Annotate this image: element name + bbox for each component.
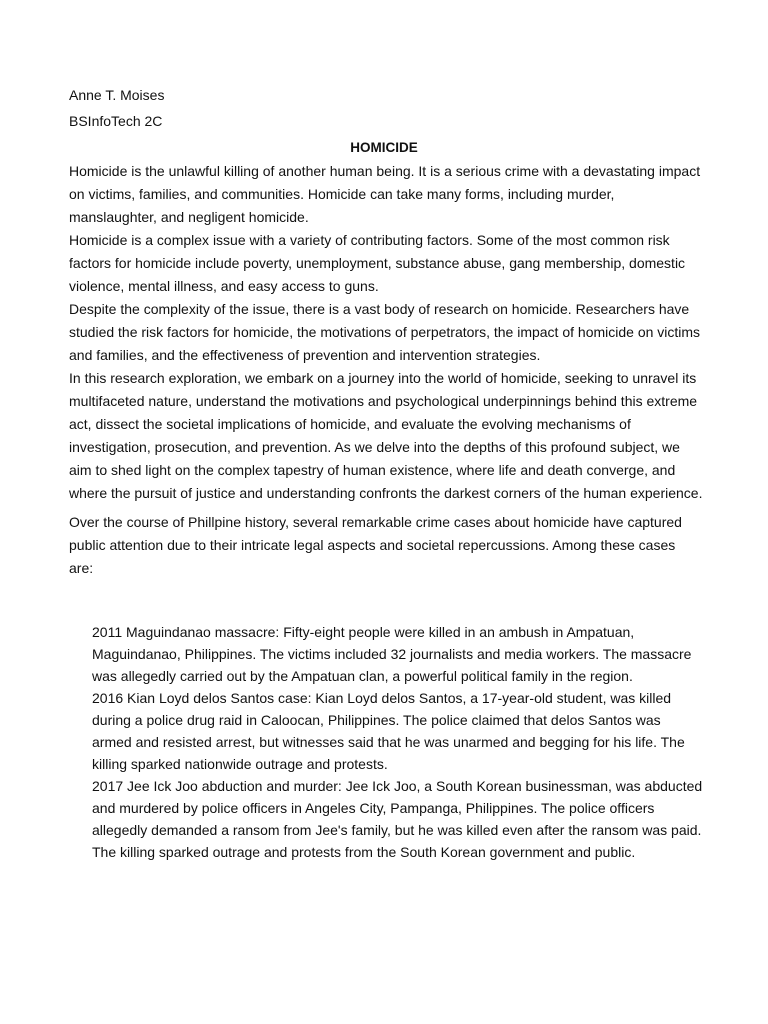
case-item: 2011 Maguindanao massacre: Fifty-eight people were killed in an ambush in Ampatuan, Maguindanao, Philippines. The victims included 32 journalists and media workers. The massacre was allegedly carried out by the Ampatuan clan, a powerful political family in the region. xyxy=(92,624,692,684)
paragraph: Homicide is a complex issue with a variety of contributing factors. Some of the most common risk factors for homicide include poverty, unemployment, substance abuse, gang membership, domestic violence, mental illness, and easy access to guns. xyxy=(69,232,686,294)
cases-intro-paragraph: Over the course of Phillpine history, several remarkable crime cases about homicide have captured public attention due to their intricate legal aspects and societal repercussions. Among these cases are: xyxy=(69,514,682,576)
case-item: 2016 Kian Loyd delos Santos case: Kian Loyd delos Santos, a 17-year-old student, was killed during a police drug raid in Caloocan, Philippines. The police claimed that delos Santos was armed and resisted arrest, but witnesses said that he was unarmed and begging for his life. The killing sparked nationwide outrage and protests. xyxy=(92,690,685,772)
case-list xyxy=(92,621,704,863)
paragraph: Homicide is the unlawful killing of another human being. It is a serious crime with a devastating impact on victims, families, and communities. Homicide can take many forms, including murder, manslaughter, and negligent homicide. xyxy=(69,163,701,225)
body-text xyxy=(69,160,703,580)
document-title: HOMICIDE xyxy=(350,140,418,155)
paragraph: Despite the complexity of the issue, there is a vast body of research on homicide. Researchers have studied the risk factors for homicide, the motivations of perpetrators, the impact of homicide on victims and families, and the effectiveness of prevention and intervention strategies. xyxy=(69,301,701,363)
case-item: 2017 Jee Ick Joo abduction and murder: Jee Ick Joo, a South Korean businessman, was abducted and murdered by police officers in Angeles City, Pampanga, Philippines. The police officers allegedly demanded a ransom from Jee's family, but he was killed even after the ransom was paid. The killing sparked outrage and protests from the South Korean government and public. xyxy=(92,778,703,860)
author-name: Anne T. Moises xyxy=(69,87,165,103)
paragraph: In this research exploration, we embark on a journey into the world of homicide, seeking to unravel its multifaceted nature, understand the motivations and psychological underpinnings behind this extreme act, dissect the societal implications of homicide, and evaluate the evolving mechanisms of investigation, prosecution, and prevention. As we delve into the depths of this profound subject, we aim to shed light on the complex tapestry of human existence, where life and death converge, and where the pursuit of justice and understanding confronts the darkest corners of the human experience. xyxy=(69,370,703,501)
class-section: BSInfoTech 2C xyxy=(69,113,163,129)
